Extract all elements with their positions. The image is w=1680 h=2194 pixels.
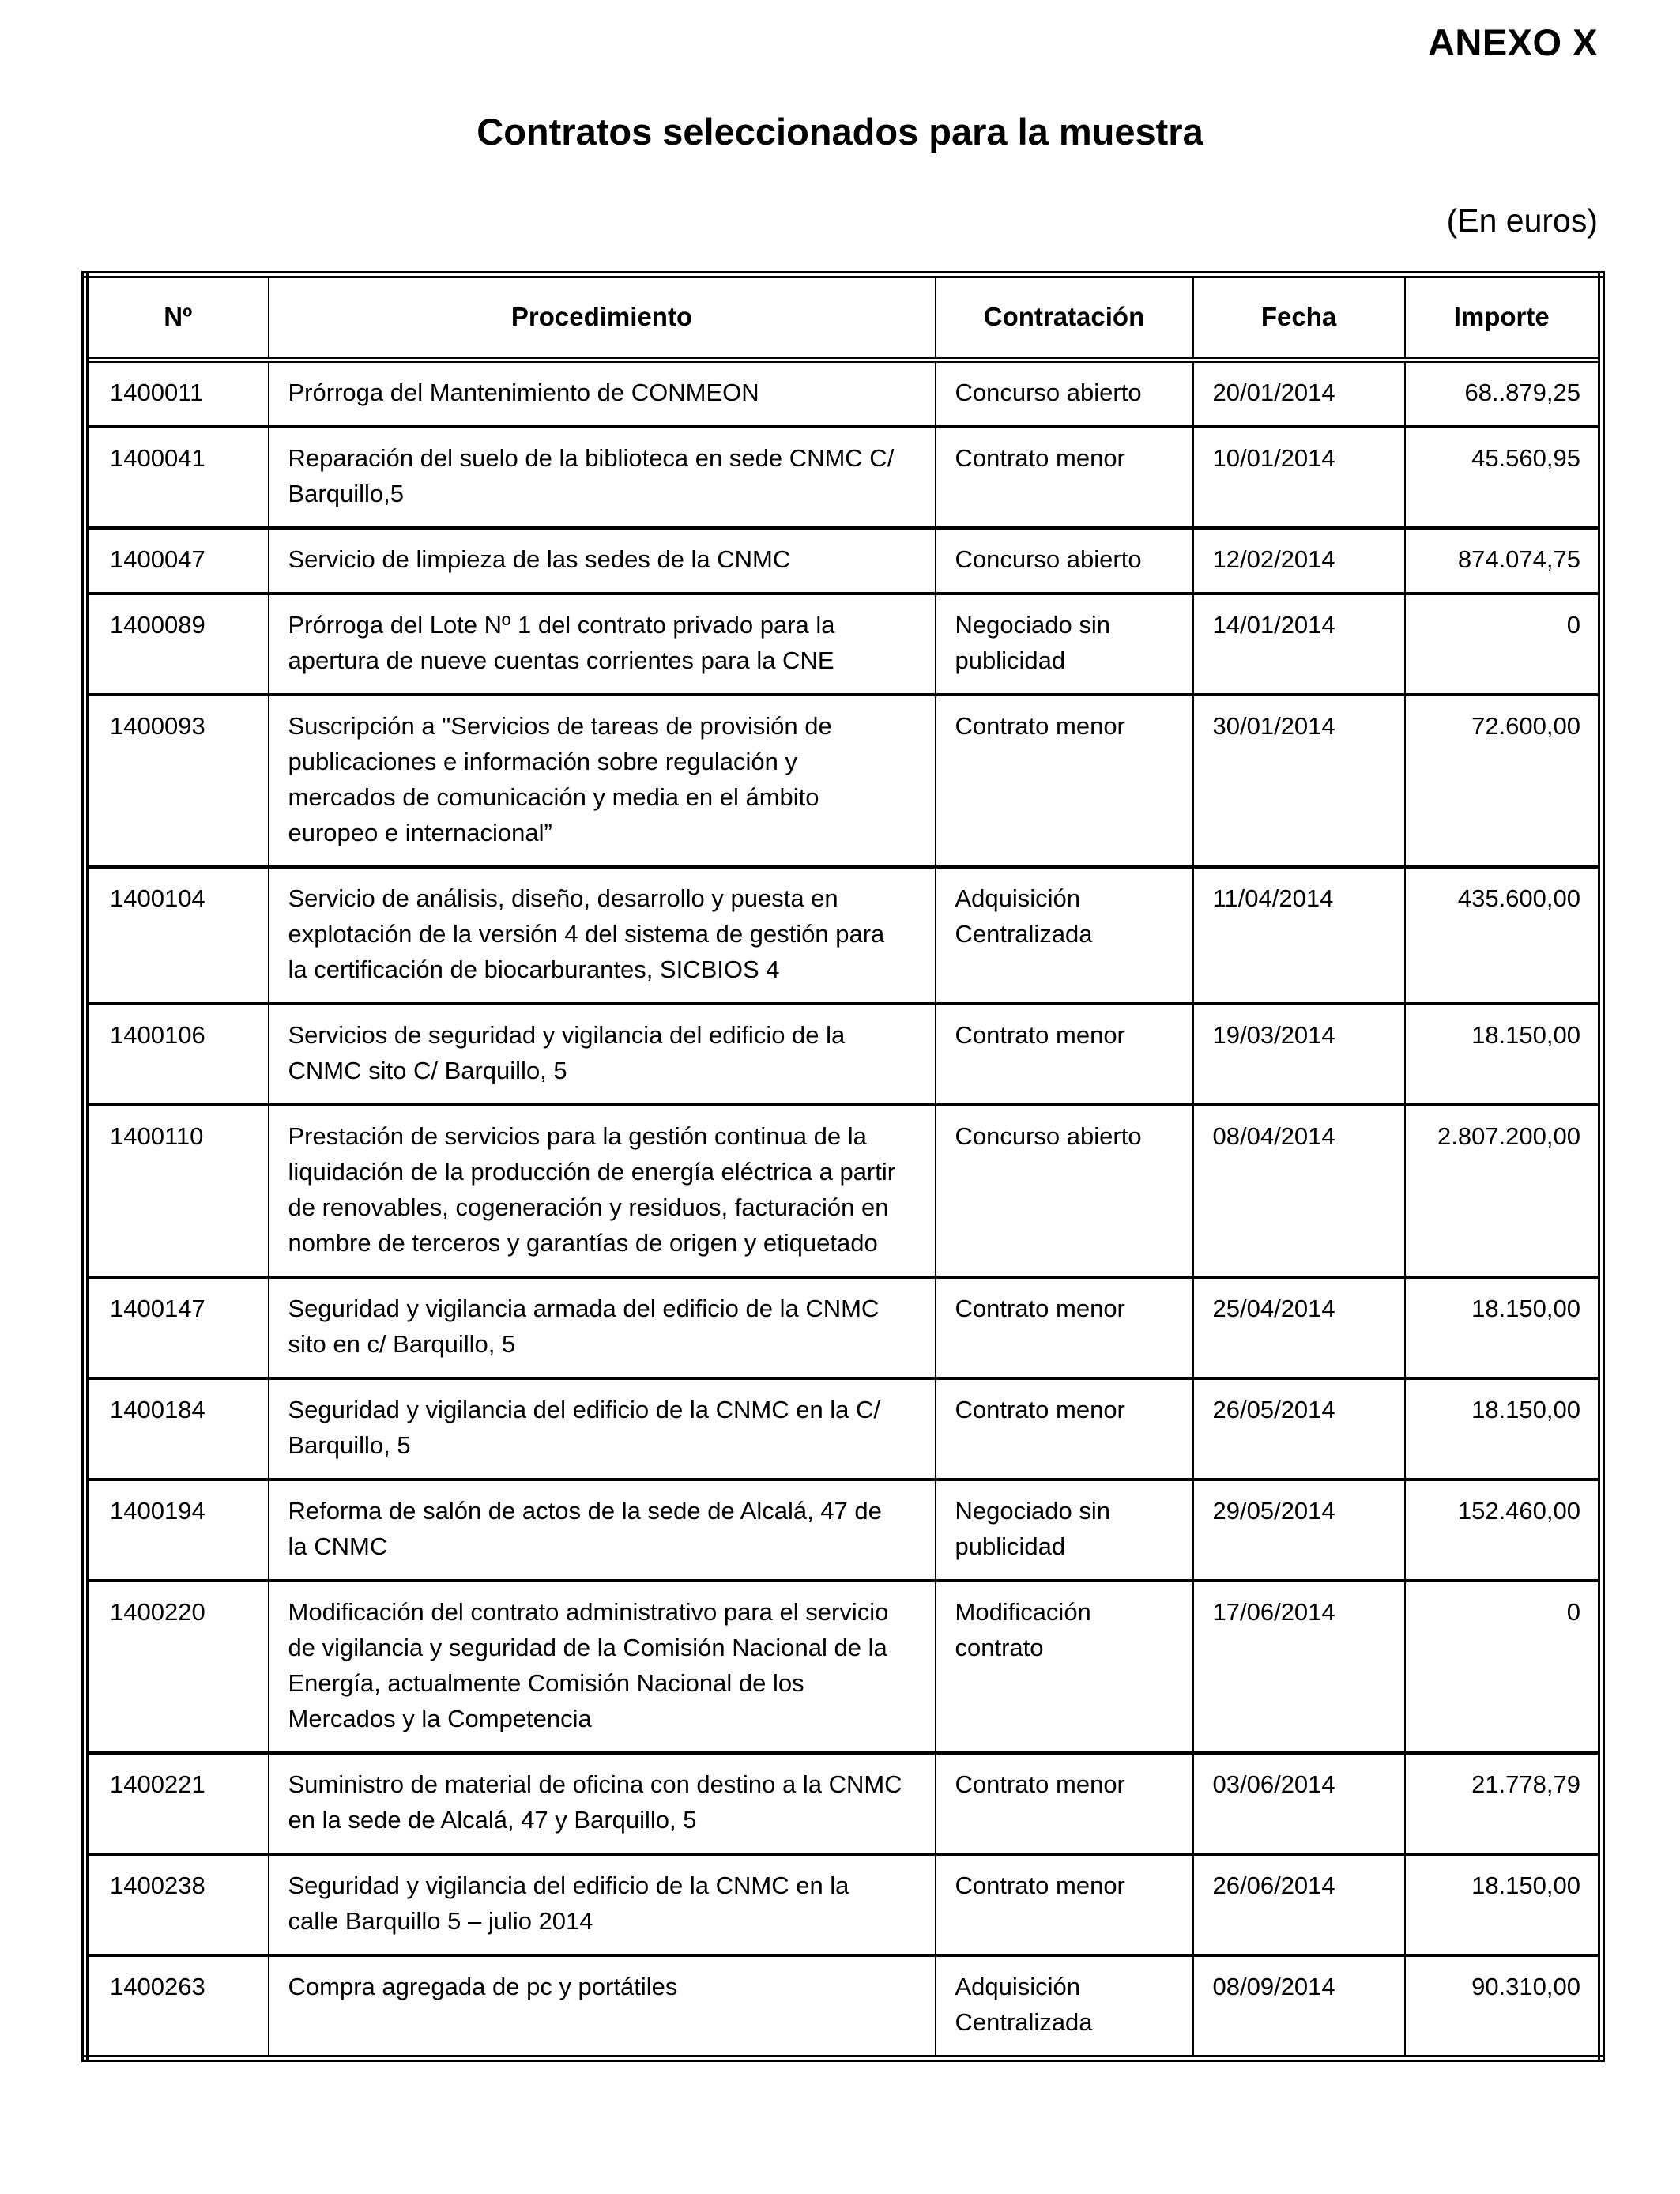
table-row — [85, 528, 1602, 594]
cell-procedimiento: Seguridad y vigilancia del edificio de la CNMC en la calle Barquillo 5 – julio 2014 — [269, 1854, 936, 1955]
cell-procedimiento: Prestación de servicios para la gestión continua de la liquidación de la producción de energía eléctrica a partir de renovables, cogeneración y residuos, facturación en nombre de terceros y garantías de origen y etiquetado — [269, 1105, 936, 1277]
cell-importe: 0 — [1405, 594, 1602, 695]
cell-procedimiento: Reparación del suelo de la biblioteca en sede CNMC C/ Barquillo,5 — [269, 427, 936, 528]
cell-contratacion: Negociado sin publicidad — [936, 594, 1193, 695]
header-fecha: Fecha — [1193, 275, 1405, 360]
cell-fecha: 11/04/2014 — [1193, 867, 1405, 1004]
cell-importe: 45.560,95 — [1405, 427, 1602, 528]
header-row — [85, 275, 1602, 360]
header-importe: Importe — [1405, 275, 1602, 360]
cell-importe: 18.150,00 — [1405, 1378, 1602, 1480]
cell-procedimiento: Seguridad y vigilancia del edificio de la CNMC en la C/ Barquillo, 5 — [269, 1378, 936, 1480]
cell-procedimiento: Modificación del contrato administrativo para el servicio de vigilancia y seguridad de la Comisión Nacional de la Energía, actualmente Comisión Nacional de los Mercados y la Competencia — [269, 1581, 936, 1753]
cell-contratacion: Concurso abierto — [936, 1105, 1193, 1277]
cell-fecha: 10/01/2014 — [1193, 427, 1405, 528]
cell-importe: 2.807.200,00 — [1405, 1105, 1602, 1277]
table-row — [85, 1378, 1602, 1480]
cell-fecha: 12/02/2014 — [1193, 528, 1405, 594]
cell-numero: 1400221 — [85, 1753, 269, 1854]
table-row — [85, 1753, 1602, 1854]
cell-numero: 1400220 — [85, 1581, 269, 1753]
cell-fecha: 03/06/2014 — [1193, 1753, 1405, 1854]
cell-fecha: 19/03/2014 — [1193, 1004, 1405, 1105]
cell-procedimiento: Servicio de análisis, diseño, desarrollo y puesta en explotación de la versión 4 del sistema de gestión para la certificación de biocarburantes, SICBIOS 4 — [269, 867, 936, 1004]
page-title: Contratos seleccionados para la muestra — [477, 111, 1203, 153]
cell-procedimiento: Suscripción a "Servicios de tareas de provisión de publicaciones e información sobre regulación y mercados de comunicación y media en el ámbito europeo e internacional” — [269, 695, 936, 867]
cell-contratacion: Contrato menor — [936, 1854, 1193, 1955]
table-row — [85, 1581, 1602, 1753]
header-contratacion: Contratación — [936, 275, 1193, 360]
cell-contratacion: Negociado sin publicidad — [936, 1480, 1193, 1581]
cell-numero: 1400011 — [110, 379, 204, 406]
cell-numero: 1400047 — [85, 528, 269, 594]
cell-importe: 18.150,00 — [1405, 1004, 1602, 1105]
cell-numero: 1400089 — [85, 594, 269, 695]
cell-contratacion: Contrato menor — [936, 1004, 1193, 1105]
cell-contratacion: Adquisición Centralizada — [936, 1955, 1193, 2059]
cell-importe: 18.150,00 — [1405, 1854, 1602, 1955]
cell-numero: 1400238 — [85, 1854, 269, 1955]
cell-numero: 1400041 — [85, 427, 269, 528]
cell-contratacion: Concurso abierto — [936, 528, 1193, 594]
table-body — [85, 360, 1602, 2059]
cell-numero: 1400093 — [85, 695, 269, 867]
cell-fecha: 25/04/2014 — [1193, 1277, 1405, 1378]
table-row — [85, 427, 1602, 528]
cell-numero: 1400194 — [85, 1480, 269, 1581]
annex-label: ANEXO X — [1427, 21, 1598, 63]
cell-contratacion: Contrato menor — [936, 695, 1193, 867]
cell-fecha: 26/06/2014 — [1193, 1854, 1405, 1955]
cell-importe: 152.460,00 — [1405, 1480, 1602, 1581]
cell-contratacion: Adquisición Centralizada — [936, 867, 1193, 1004]
cell-importe: 21.778,79 — [1405, 1753, 1602, 1854]
cell-fecha: 26/05/2014 — [1193, 1378, 1405, 1480]
cell-fecha: 30/01/2014 — [1193, 695, 1405, 867]
header-numero: Nº — [85, 275, 269, 360]
header-procedimiento: Procedimiento — [269, 275, 936, 360]
cell-contratacion: Concurso abierto — [936, 360, 1193, 428]
cell-importe: 435.600,00 — [1405, 867, 1602, 1004]
table-header — [85, 275, 1602, 360]
cell-importe: 90.310,00 — [1405, 1955, 1602, 2059]
table-row — [85, 1480, 1602, 1581]
cell-procedimiento: Reforma de salón de actos de la sede de Alcalá, 47 de la CNMC — [269, 1480, 936, 1581]
cell-fecha: 08/09/2014 — [1193, 1955, 1405, 2059]
table-row — [85, 867, 1602, 1004]
cell-contratacion: Contrato menor — [936, 1753, 1193, 1854]
cell-importe: 18.150,00 — [1405, 1277, 1602, 1378]
cell-procedimiento: Servicios de seguridad y vigilancia del edificio de la CNMC sito C/ Barquillo, 5 — [269, 1004, 936, 1105]
cell-procedimiento: Servicio de limpieza de las sedes de la CNMC — [269, 528, 936, 594]
cell-contratacion: Modificación contrato — [936, 1581, 1193, 1753]
cell-numero: 1400110 — [85, 1105, 269, 1277]
table-row — [85, 594, 1602, 695]
cell-fecha: 14/01/2014 — [1193, 594, 1405, 695]
table-row — [85, 695, 1602, 867]
cell-importe: 68..879,25 — [1405, 360, 1602, 428]
cell-numero: 1400147 — [85, 1277, 269, 1378]
cell-fecha: 29/05/2014 — [1193, 1480, 1405, 1581]
cell-procedimiento: Prórroga del Lote Nº 1 del contrato privado para la apertura de nueve cuentas corrientes para la CNE — [269, 594, 936, 695]
currency-note: (En euros) — [1446, 202, 1598, 239]
table-row — [85, 1105, 1602, 1277]
cell-procedimiento: Suministro de material de oficina con destino a la CNMC en la sede de Alcalá, 47 y Barquillo, 5 — [269, 1753, 936, 1854]
cell-procedimiento: Compra agregada de pc y portátiles — [269, 1955, 936, 2059]
cell-numero: 1400263 — [85, 1955, 269, 2059]
cell-importe: 72.600,00 — [1405, 695, 1602, 867]
cell-numero: 1400104 — [85, 867, 269, 1004]
cell-fecha: 17/06/2014 — [1193, 1581, 1405, 1753]
cell-fecha: 20/01/2014 — [1193, 360, 1405, 428]
cell-numero: 1400106 — [85, 1004, 269, 1105]
table-row — [85, 1004, 1602, 1105]
table-row — [85, 1854, 1602, 1955]
cell-contratacion: Contrato menor — [936, 427, 1193, 528]
table-row — [85, 1277, 1602, 1378]
cell-importe: 0 — [1405, 1581, 1602, 1753]
cell-fecha: 08/04/2014 — [1193, 1105, 1405, 1277]
contracts-table — [81, 271, 1605, 2062]
table-row — [85, 360, 1602, 428]
cell-numero: 1400184 — [85, 1378, 269, 1480]
table-row — [85, 1955, 1602, 2059]
cell-procedimiento: Seguridad y vigilancia armada del edificio de la CNMC sito en c/ Barquillo, 5 — [269, 1277, 936, 1378]
cell-procedimiento: Prórroga del Mantenimiento de CONMEON — [269, 360, 936, 428]
cell-contratacion: Contrato menor — [936, 1277, 1193, 1378]
cell-importe: 874.074,75 — [1405, 528, 1602, 594]
cell-contratacion: Contrato menor — [936, 1378, 1193, 1480]
